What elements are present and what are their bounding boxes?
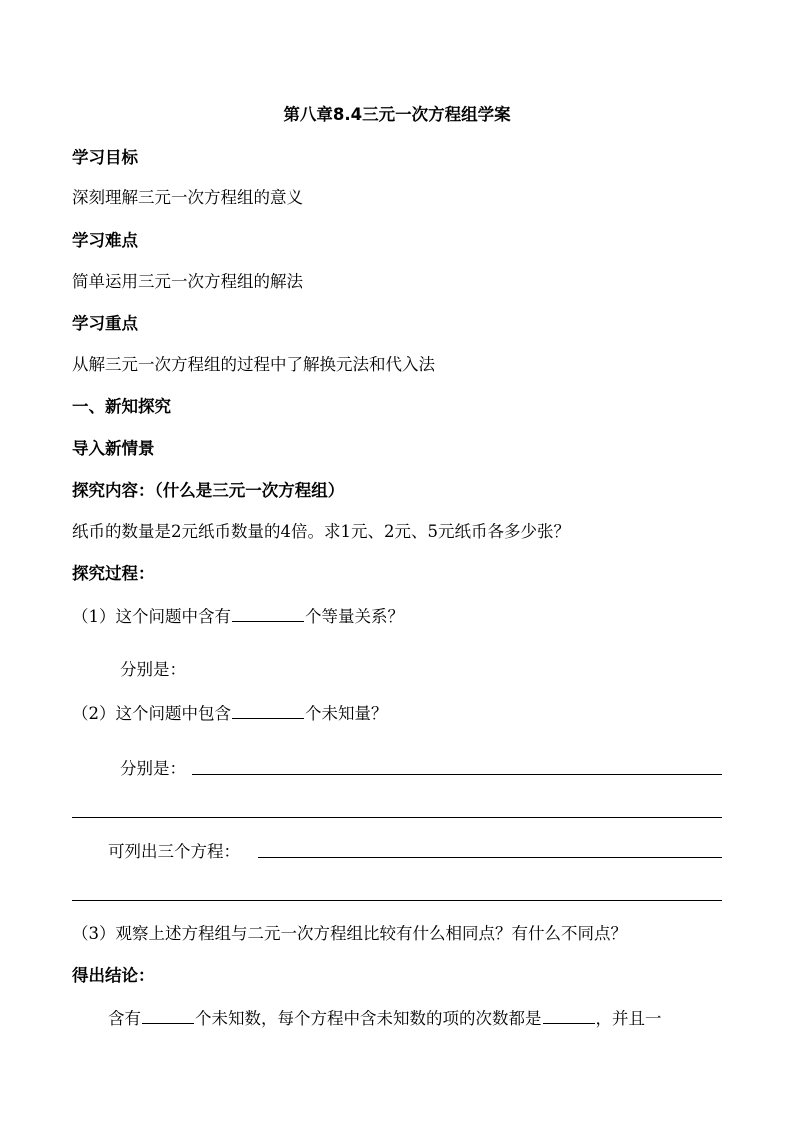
question-1 <box>72 605 404 628</box>
conclusion-blank-1[interactable] <box>142 1007 194 1024</box>
section1-heading: 一、新知探究 <box>72 397 171 416</box>
question-2-answer-line-1[interactable] <box>192 774 722 775</box>
difficulty-text: 简单运用三元一次方程组的解法 <box>72 272 303 291</box>
explore-content-heading: 探究内容：（什么是三元一次方程组） <box>72 481 345 500</box>
focus-heading: 学习重点 <box>72 314 138 333</box>
goal-text: 深刻理解三元一次方程组的意义 <box>72 188 303 207</box>
conclusion-text <box>108 1007 662 1030</box>
question-1-sub: 分别是： <box>120 660 186 679</box>
intro-heading: 导入新情景 <box>72 439 155 458</box>
question-1-prefix: （1）这个问题中含有 <box>72 607 231 626</box>
conclusion-part-c: ，并且一 <box>595 1009 662 1028</box>
problem-text: 纸币的数量是2元纸币数量的4倍。求1元、2元、5元纸币各多少张？ <box>72 522 570 541</box>
question-2-blank[interactable] <box>232 702 304 719</box>
conclusion-heading: 得出结论： <box>72 966 155 985</box>
page-title: 第八章8.4三元一次方程组学案 <box>283 105 511 124</box>
question-2 <box>72 702 388 725</box>
question-2-prefix: （2）这个问题中包含 <box>72 704 231 723</box>
conclusion-part-a: 含有 <box>108 1009 141 1028</box>
process-heading: 探究过程： <box>72 564 155 583</box>
question-1-blank[interactable] <box>232 605 304 622</box>
question-2-suffix: 个未知量？ <box>305 704 388 723</box>
question-3: （3）观察上述方程组与二元一次方程组比较有什么相同点？有什么不同点？ <box>72 924 627 943</box>
goal-heading: 学习目标 <box>72 148 138 167</box>
focus-text: 从解三元一次方程组的过程中了解换元法和代入法 <box>72 355 435 374</box>
question-2-sub: 分别是： <box>120 759 186 778</box>
question-1-suffix: 个等量关系？ <box>305 607 404 626</box>
conclusion-part-b: 个未知数，每个方程中含未知数的项的次数都是 <box>195 1009 542 1028</box>
equations-answer-line-2[interactable] <box>72 900 722 901</box>
equations-answer-line-1[interactable] <box>258 857 722 858</box>
question-2-answer-line-2[interactable] <box>72 817 722 818</box>
equations-label: 可列出三个方程： <box>108 842 240 861</box>
difficulty-heading: 学习难点 <box>72 231 138 250</box>
conclusion-blank-2[interactable] <box>543 1007 595 1024</box>
